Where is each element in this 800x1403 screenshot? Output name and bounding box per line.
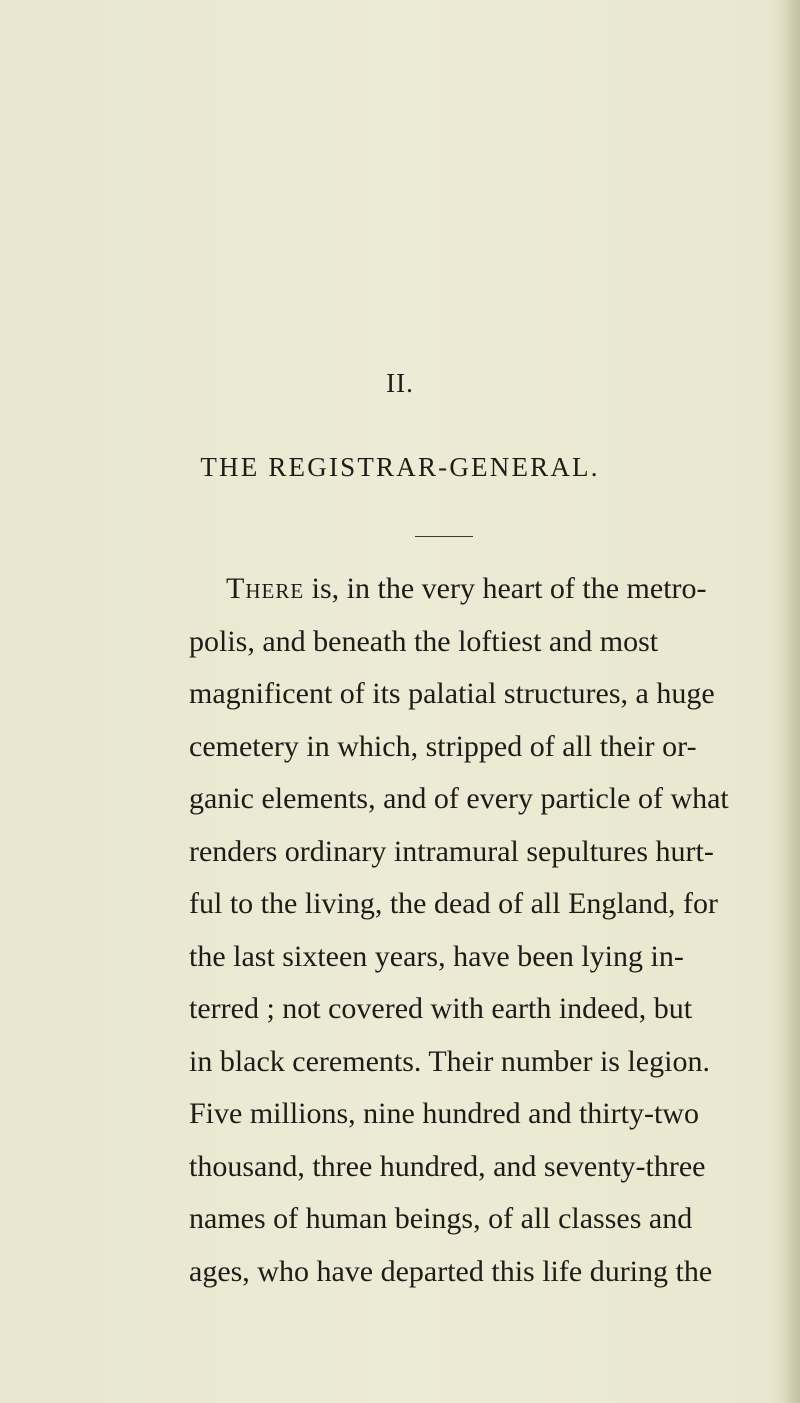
text-line: terred ; not covered with earth indeed, but [189,992,693,1025]
text-line: Five millions, nine hundred and thirty-two [189,1097,699,1130]
section-divider [415,536,473,537]
text-line-content: is, in the very heart of the metro- [304,572,707,605]
text-line: ganic elements, and of every particle of what [189,782,729,815]
text-line: thousand, three hundred, and seventy-three [189,1149,706,1183]
text-line: magnificent of its palatial structures, a huge [189,677,715,710]
text-line: renders ordinary intramural sepultures hurt- [189,834,714,868]
chapter-title: THE REGISTRAR-GENERAL. [200,452,600,482]
text-line: cemetery in which, stripped of all their or- [189,729,697,763]
text-line: the last sixteen years, have been lying in- [189,939,684,973]
body-paragraph [189,563,786,1298]
text-line: polis, and beneath the loftiest and most [189,624,659,658]
text-line [226,563,786,616]
text-line: ful to the living, the dead of all England, for [189,887,719,920]
text-line: names of human beings, of all classes and [189,1202,693,1235]
chapter-number: II. [386,368,414,398]
text-line: in black cerements. Their number is legion. [189,1044,710,1078]
text-line: ages, who have departed this life during the [189,1254,713,1288]
lead-word: There [226,572,305,605]
